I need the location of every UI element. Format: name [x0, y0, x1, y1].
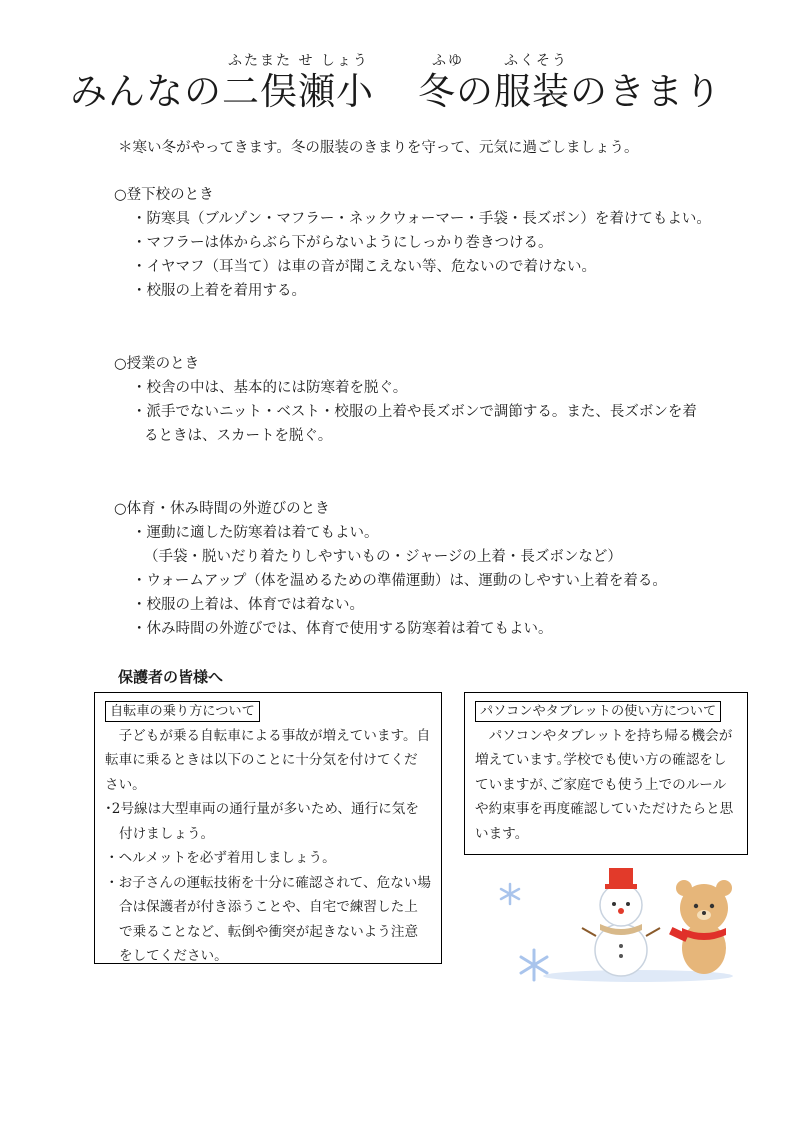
- page-title-part1: みんなの二俣瀬小: [70, 70, 374, 113]
- guardian-heading: 保護者の皆様へ: [118, 668, 224, 686]
- snowman-icon: [582, 868, 660, 976]
- snowflake-icon: [521, 950, 547, 980]
- bicycle-notice-bullet: ・お子さんの運転技術を十分に確認されて、危ない場合は保護者が付き添うことや、自宅で練習した上で乗ることなど、転倒や衝突が起きないよう注意をしてください。: [105, 874, 431, 964]
- list-item: ・校服の上着を着用する。: [132, 283, 306, 299]
- pc-notice-title: パソコンやタブレットの使い方について: [475, 701, 721, 722]
- section-heading: ○登下校のとき: [114, 187, 214, 203]
- bicycle-notice-bullet: ･2号線は大型車両の通行量が多いため、通行に気を付けましょう。: [105, 801, 419, 842]
- list-item: ・運動に適した防寒着は着てもよい。: [132, 525, 379, 541]
- list-item: ・防寒具（ブルゾン・マフラー・ネックウォーマー・手袋・長ズボン）を着けてもよい。: [132, 211, 711, 227]
- pc-notice-text: パソコンやタブレットを持ち帰る機会が増えています｡学校でも使い方の確認をしていますが､ご家庭でも使う上でのルールや約束事を再度確認していただけたらと思います。: [475, 727, 734, 842]
- list-item: ・ウォームアップ（体を温めるための準備運動）は、運動のしやすい上着を着る。: [132, 573, 667, 589]
- pc-notice-box: [464, 692, 748, 855]
- section-heading: ○授業のとき: [114, 356, 200, 372]
- snowflake-icon: [501, 884, 519, 904]
- bear-icon: [669, 880, 732, 974]
- list-item: ・校服の上着は、体育では着ない。: [132, 597, 364, 613]
- page-title-part2: 冬の服装のきまり: [418, 70, 722, 113]
- list-item: ・校舎の中は、基本的には防寒着を脱ぐ。: [132, 380, 408, 396]
- winter-illustration: [488, 858, 768, 988]
- ruby-fuyu: ふゆ: [432, 53, 464, 69]
- section-heading: ○体育・休み時間の外遊びのとき: [114, 501, 330, 517]
- ruby-fukusou: ふくそう: [504, 53, 568, 69]
- bicycle-notice-text: 子どもが乗る自転車による事故が増えています。自転車に乗るときは以下のことに十分気を付けてください。: [105, 727, 431, 793]
- section-commute: [114, 183, 711, 303]
- list-item: ・イヤマフ（耳当て）は車の音が聞こえない等、危ないので着けない。: [132, 259, 596, 275]
- section-class: [114, 352, 697, 448]
- bicycle-notice-box: [94, 692, 442, 964]
- ruby-futamata-seshou: ふたまた せ しょう: [228, 53, 369, 69]
- intro-text: ＊寒い冬がやってきます。冬の服装のきまりを守って、元気に過ごしましょう。: [118, 140, 639, 156]
- list-item: ・派手でないニット・ベスト・校服の上着や長ズボンで調節する。また、長ズボンを着: [132, 404, 697, 420]
- bicycle-notice-title: 自転車の乗り方について: [105, 701, 260, 722]
- list-item: ・マフラーは体からぶら下がらないようにしっかり巻きつける。: [132, 235, 553, 251]
- list-item-continued: （手袋・脱いだり着たりしやすいもの・ジャージの上着・長ズボンなど）: [144, 549, 622, 565]
- page-title: [70, 66, 770, 118]
- bicycle-notice-bullet: ・ヘルメットを必ず着用しましょう。: [105, 850, 336, 866]
- section-pe-recess: [114, 497, 667, 641]
- list-item: ・休み時間の外遊びでは、体育で使用する防寒着は着てもよい。: [132, 621, 553, 637]
- list-item-continued: るときは、スカートを脱ぐ。: [144, 428, 333, 444]
